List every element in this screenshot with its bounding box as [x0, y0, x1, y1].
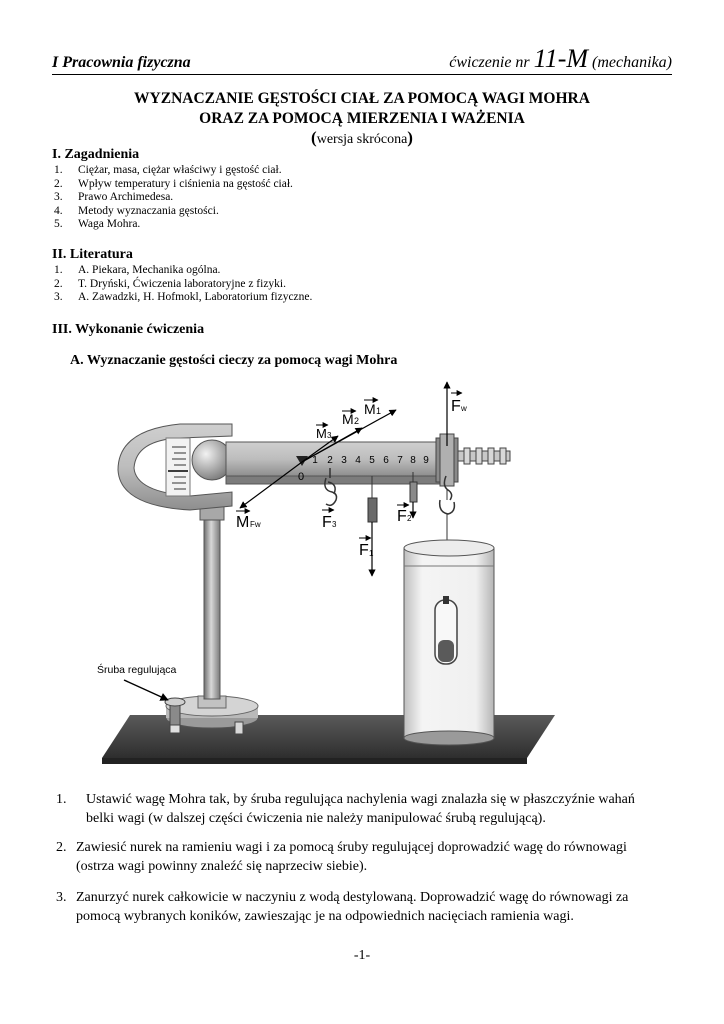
subtitle-paren-close: ): [407, 128, 413, 147]
label-mfw-sub: Fw: [250, 520, 261, 529]
list-item: [54, 178, 293, 192]
label-f3-main: F: [322, 514, 332, 531]
list-item: [54, 218, 293, 232]
scale-mark-9: 9: [423, 455, 429, 466]
step-item: [52, 838, 672, 876]
subsection-a-heading: A. Wyznaczanie gęstości cieczy za pomocą wagi Mohra: [70, 353, 398, 368]
label-m3-sub: 3: [327, 431, 332, 440]
label-m3-main: M: [316, 426, 327, 441]
label-f2: [397, 505, 412, 525]
item-number: 5.: [54, 218, 63, 231]
step-item: [52, 790, 672, 828]
scale-mark-4: 4: [355, 455, 361, 466]
step-number: 3.: [56, 890, 67, 905]
list-item: [54, 264, 312, 278]
label-fw-sub: w: [461, 404, 467, 413]
scale-mark-8: 8: [410, 455, 416, 466]
plunger: [435, 596, 457, 664]
label-m1: [364, 400, 381, 417]
subtitle-text: wersja skrócona: [316, 132, 408, 147]
title-subtitle: [52, 128, 672, 148]
scale-mark-1: 1: [312, 455, 318, 466]
label-f2-sub: 2: [407, 514, 412, 523]
page-header: [52, 46, 672, 75]
section-literatura-heading: II. Literatura: [52, 247, 133, 262]
scale-mark-5: 5: [369, 455, 375, 466]
zagadnienia-list: [54, 164, 293, 232]
step-line-1: Ustawić wagę Mohra tak, by śruba regulująca nachylenia wagi znalazła się w płaszczyźnie wahań: [86, 792, 635, 807]
step-number: 1.: [56, 792, 67, 807]
label-f2-main: F: [397, 508, 407, 525]
item-text: Wpływ temperatury i ciśnienia na gęstość ciał.: [78, 177, 293, 190]
subtitle-paren-open: (: [311, 128, 317, 147]
section-wykonanie-heading: III. Wykonanie ćwiczenia: [52, 322, 205, 337]
label-m1-sub: 1: [376, 406, 382, 416]
label-m3: [316, 425, 332, 441]
step-line-2: belki wagi (w dalszej części ćwiczenia nie należy manipulować śrubą regulującą).: [86, 811, 546, 826]
exercise-suffix: (mechanika): [588, 54, 672, 71]
item-number: 4.: [54, 204, 63, 217]
item-text: A. Piekara, Mechanika ogólna.: [78, 264, 221, 276]
step-line-1: Zawiesić nurek na ramieniu wagi i za pomocą śruby regulującej doprowadzić wagę do równowagi: [76, 840, 627, 855]
scale-mark-2: 2: [327, 455, 333, 466]
exercise-number: 11-M: [533, 44, 589, 73]
list-item: [54, 278, 312, 292]
label-fw-main: F: [451, 398, 461, 415]
balance-beam: [226, 442, 440, 484]
exercise-id: [449, 44, 672, 73]
item-text: Prawo Archimedesa.: [78, 191, 174, 204]
literatura-list: [54, 264, 312, 305]
label-fw: [451, 393, 467, 415]
label-m2-sub: 2: [354, 416, 360, 426]
scale-mark-3: 3: [341, 455, 347, 466]
scale-mark-6: 6: [383, 455, 389, 466]
list-item: [54, 205, 293, 219]
scale-mark-7: 7: [397, 455, 403, 466]
label-f1-sub: 1: [369, 549, 374, 558]
step-item: [52, 888, 672, 926]
list-item: [54, 291, 312, 305]
item-number: 2.: [54, 277, 63, 290]
page-number: -1-: [353, 948, 371, 963]
title-line-2: ORAZ ZA POMOCĄ MIERZENIA I WAŻENIA: [199, 110, 525, 127]
label-m1-main: M: [364, 401, 376, 417]
label-f3-sub: 3: [332, 520, 337, 529]
stand-rod: [204, 515, 220, 699]
list-item: [54, 191, 293, 205]
item-text: Waga Mohra.: [78, 218, 141, 231]
step-number: 2.: [56, 840, 67, 855]
item-number: 1.: [54, 164, 63, 176]
title-line-1: WYZNACZANIE GĘSTOŚCI CIAŁ ZA POMOCĄ WAGI MOHRA: [134, 90, 590, 107]
label-mfw-main: M: [236, 514, 250, 531]
item-text: A. Zawadzki, H. Hofmokl, Laboratorium fizyczne.: [78, 291, 313, 304]
pointer-scale: [166, 438, 190, 496]
mohr-balance-figure: [95, 372, 565, 772]
item-number: 3.: [54, 191, 63, 204]
item-number: 3.: [54, 291, 63, 304]
label-f3: [322, 510, 337, 531]
item-text: Metody wyznaczania gęstości.: [78, 204, 219, 217]
item-number: 1.: [54, 264, 63, 276]
scale-zero: 0: [297, 471, 305, 483]
exercise-prefix: ćwiczenie nr: [449, 54, 534, 71]
list-item: [54, 164, 293, 178]
label-m2-main: M: [342, 411, 354, 427]
lab-name: I Pracownia fizyczna: [52, 54, 191, 71]
label-f1-main: F: [359, 542, 369, 559]
section-zagadnienia-heading: I. Zagadnienia: [52, 147, 140, 162]
item-text: T. Dryński, Ćwiczenia laboratoryjne z fizyki.: [78, 277, 286, 290]
label-mfw: [236, 511, 261, 531]
step-line-2: (ostrza wagi powinny znaleźć się naprzeciw siebie).: [76, 859, 368, 874]
label-m2: [342, 411, 359, 427]
item-text: Ciężar, masa, ciężar właściwy i gęstość ciał.: [78, 164, 282, 176]
item-number: 2.: [54, 177, 63, 190]
screw-label: Śruba regulująca: [97, 664, 177, 676]
step-line-2: pomocą wybranych koników, zawieszając je na odpowiednich nacięciach ramienia wagi.: [76, 909, 574, 924]
screw-label-pointer: [124, 680, 168, 700]
step-line-1: Zanurzyć nurek całkowicie w naczyniu z wodą destylowaną. Doprowadzić wagę do równowagi za: [76, 890, 629, 905]
